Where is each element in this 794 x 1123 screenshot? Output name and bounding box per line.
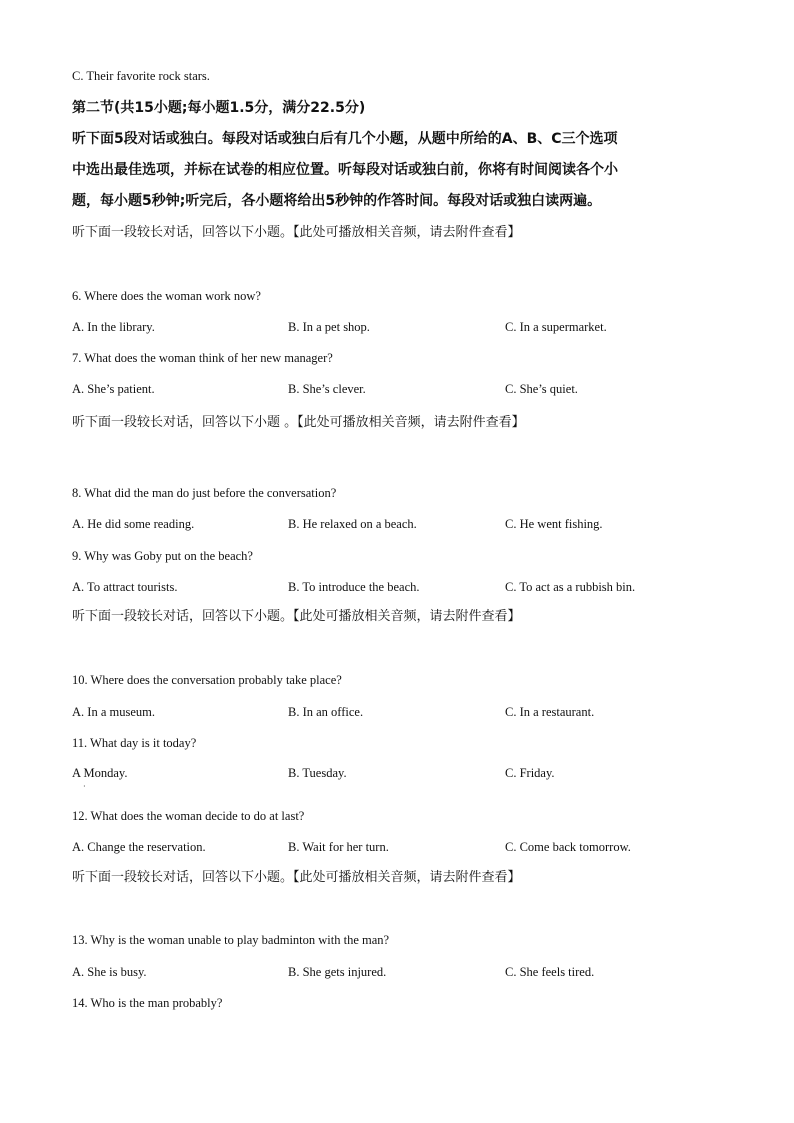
question-7: 7. What does the woman think of her new manager? [72,351,333,365]
instructions-line-2: 中选出最佳选项，并标在试卷的相应位置。听每段对话或独白前，你将有时间阅读各个小 [72,162,618,178]
question-12: 12. What does the woman decide to do at last? [72,809,305,823]
question-14: 14. Who is the man probably? [72,996,223,1010]
q11-option-c: C. Friday. [505,766,555,780]
q8-option-a: A. He did some reading. [72,517,195,531]
q6-option-c: C. In a supermarket. [505,320,607,334]
q11-option-a: A Monday. [72,766,128,780]
question-8: 8. What did the man do just before the conversation? [72,486,337,500]
q7-option-c: C. She’s quiet. [505,382,578,396]
question-13: 13. Why is the woman unable to play badminton with the man? [72,933,390,947]
q11-option-b: B. Tuesday. [288,766,347,780]
q6-option-b: B. In a pet shop. [288,320,370,334]
instructions-line-1: 听下面5段对话或独白。每段对话或独白后有几个小题，从题中所给的A、B、C三个选项 [72,131,618,147]
q12-option-c: C. Come back tomorrow. [505,840,631,854]
audio-prompt-4: 听下面一段较长对话，回答以下小题。【此处可播放相关音频，请去附件查看】 [72,870,521,885]
section-title: 第二节(共15小题;每小题1.5分，满分22.5分) [72,100,366,116]
question-10: 10. Where does the conversation probably take place? [72,673,342,687]
q9-option-a: A. To attract tourists. [72,580,178,594]
question-11: 11. What day is it today? [72,736,197,750]
q9-option-b: B. To introduce the beach. [288,580,420,594]
q9-option-c: C. To act as a rubbish bin. [505,580,636,594]
audio-prompt-1: 听下面一段较长对话，回答以下小题。【此处可播放相关音频，请去附件查看】 [72,225,521,240]
q10-option-b: B. In an office. [288,705,364,719]
q12-option-a: A. Change the reservation. [72,840,206,854]
stray-dot: · [83,782,86,791]
audio-prompt-2: 听下面一段较长对话，回答以下小题 。【此处可播放相关音频，请去附件查看】 [72,415,525,430]
question-6: 6. Where does the woman work now? [72,289,261,303]
q7-option-b: B. She’s clever. [288,382,366,396]
q12-option-b: B. Wait for her turn. [288,840,389,854]
question-9: 9. Why was Goby put on the beach? [72,549,253,563]
audio-prompt-3: 听下面一段较长对话，回答以下小题。【此处可播放相关音频，请去附件查看】 [72,609,521,624]
q7-option-a: A. She’s patient. [72,382,155,396]
prev-option-c: C. Their favorite rock stars. [72,69,210,83]
q13-option-a: A. She is busy. [72,965,147,979]
q10-option-a: A. In a museum. [72,705,155,719]
q8-option-c: C. He went fishing. [505,517,603,531]
q13-option-c: C. She feels tired. [505,965,595,979]
q6-option-a: A. In the library. [72,320,155,334]
q8-option-b: B. He relaxed on a beach. [288,517,417,531]
q13-option-b: B. She gets injured. [288,965,387,979]
q10-option-c: C. In a restaurant. [505,705,595,719]
instructions-line-3: 题，每小题5秒钟;听完后，各小题将给出5秒钟的作答时间。每段对话或独白读两遍。 [72,193,602,209]
